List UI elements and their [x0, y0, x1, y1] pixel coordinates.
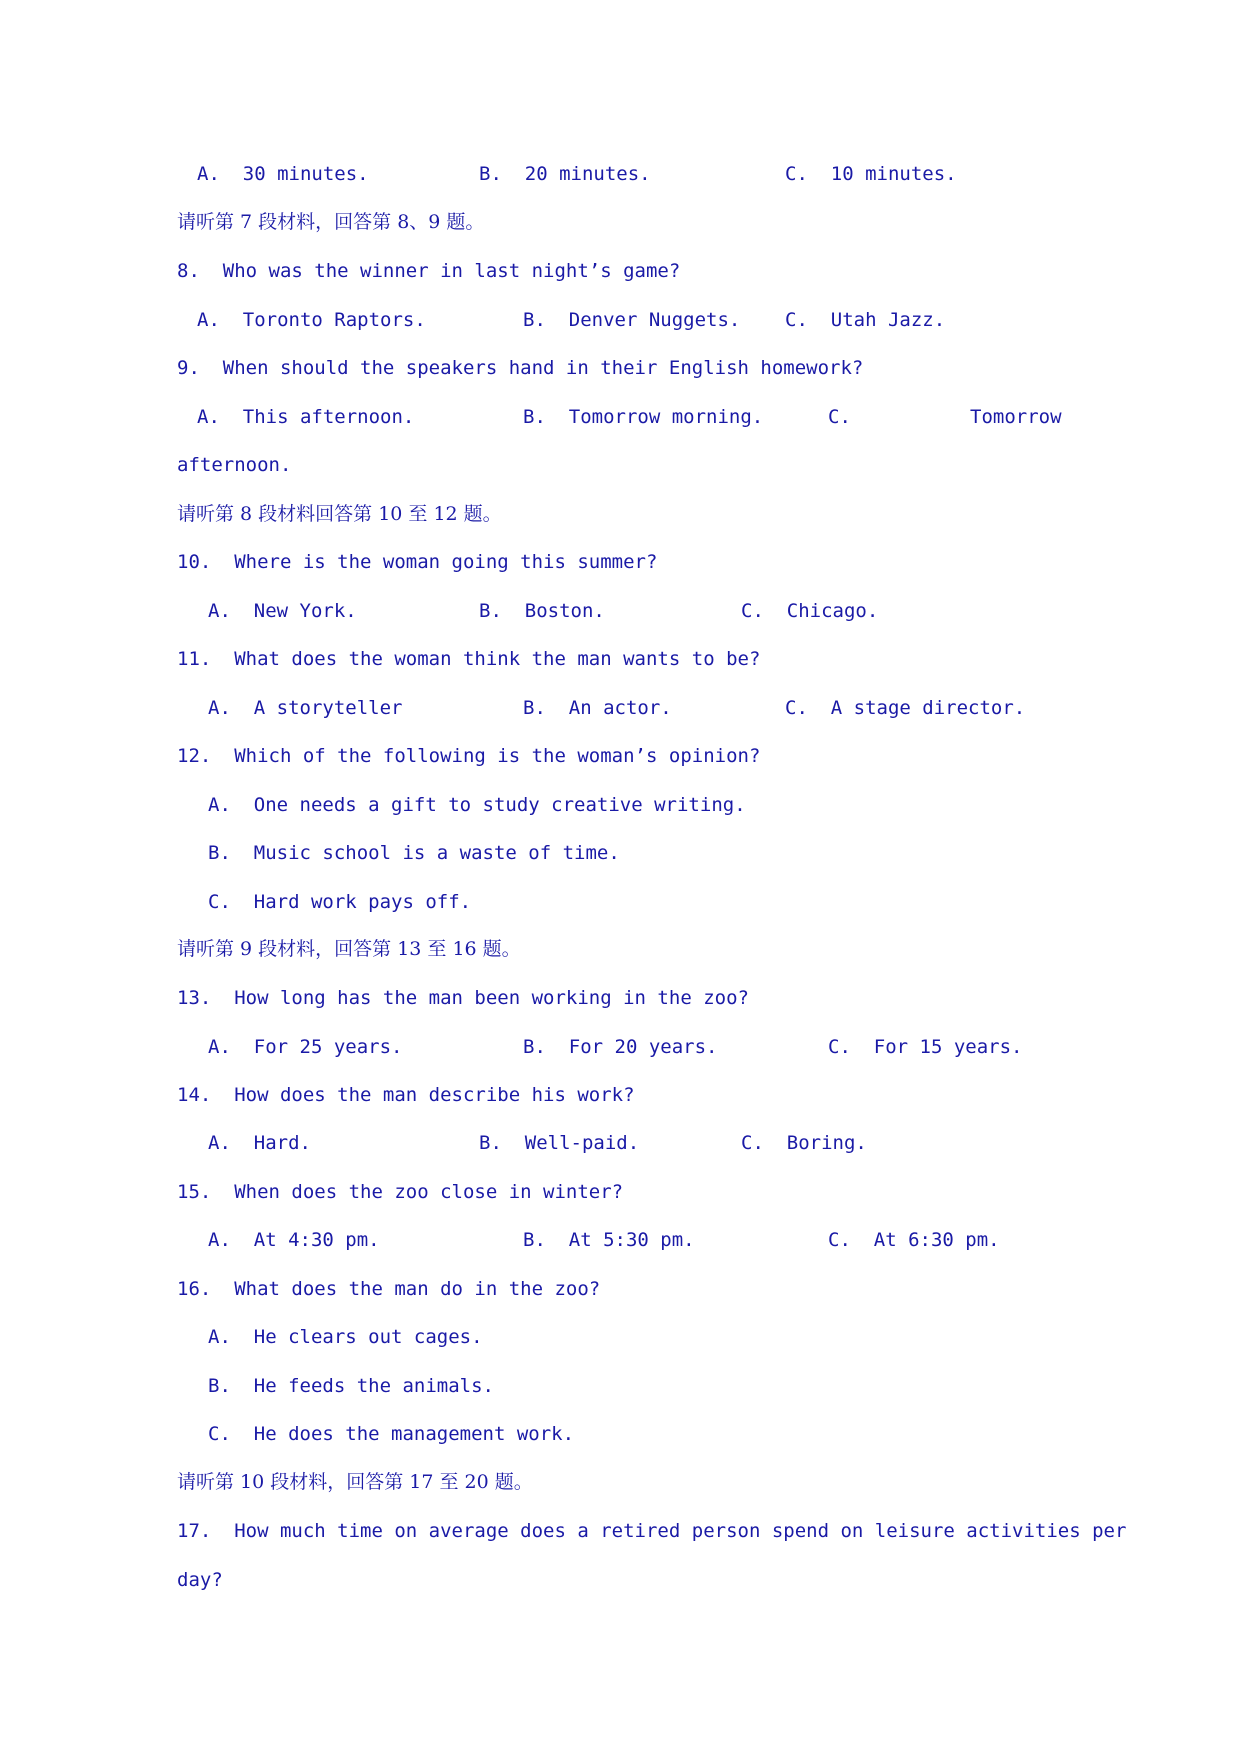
section-9-instruction: 请听第 9 段材料，回答第 13 至 16 题。: [177, 938, 521, 960]
q10-question: 10. Where is the woman going this summer?: [177, 551, 658, 573]
q12-option-a: A. One needs a gift to study creative writing.: [208, 794, 746, 816]
q15-question: 15. When does the zoo close in winter?: [177, 1181, 624, 1203]
q13-option-b: B. For 20 years.: [523, 1036, 718, 1058]
q8-question: 8. Who was the winner in last night’s game?: [177, 260, 681, 282]
q16-question: 16. What does the man do in the zoo?: [177, 1278, 601, 1300]
q7-option-b: B. 20 minutes.: [479, 163, 651, 185]
q9-option-c-text: Tomorrow: [970, 406, 1062, 428]
q8-option-a: A. Toronto Raptors.: [197, 309, 426, 331]
q14-option-a: A. Hard.: [208, 1132, 311, 1154]
section-10-instruction: 请听第 10 段材料，回答第 17 至 20 题。: [177, 1471, 533, 1493]
q14-question: 14. How does the man describe his work?: [177, 1084, 635, 1106]
q7-option-a: A. 30 minutes.: [197, 163, 369, 185]
q12-option-c: C. Hard work pays off.: [208, 891, 472, 913]
q16-option-a: A. He clears out cages.: [208, 1326, 483, 1348]
q11-option-b: B. An actor.: [523, 697, 672, 719]
q14-option-c: C. Boring.: [741, 1132, 867, 1154]
q9-option-c-label: C.: [828, 406, 851, 428]
q10-option-c: C. Chicago.: [741, 600, 879, 622]
q10-option-b: B. Boston.: [479, 600, 605, 622]
q9-option-c-text-continued: afternoon.: [177, 454, 292, 476]
q15-option-b: B. At 5:30 pm.: [523, 1229, 695, 1251]
q9-option-a: A. This afternoon.: [197, 406, 415, 428]
q8-option-b: B. Denver Nuggets.: [523, 309, 741, 331]
q15-option-a: A. At 4:30 pm.: [208, 1229, 380, 1251]
q17-question-line2: day?: [177, 1569, 223, 1591]
q9-question: 9. When should the speakers hand in their English homework?: [177, 357, 864, 379]
q9-option-b: B. Tomorrow morning.: [523, 406, 764, 428]
q11-question: 11. What does the woman think the man wants to be?: [177, 648, 761, 670]
q13-question: 13. How long has the man been working in the zoo?: [177, 987, 749, 1009]
section-8-instruction: 请听第 8 段材料回答第 10 至 12 题。: [177, 503, 502, 525]
q17-question-line1: 17. How much time on average does a retired person spend on leisure activities per: [177, 1520, 1127, 1542]
q11-option-c: C. A stage director.: [785, 697, 1026, 719]
q16-option-b: B. He feeds the animals.: [208, 1375, 494, 1397]
q12-question: 12. Which of the following is the woman’s opinion?: [177, 745, 761, 767]
section-7-instruction: 请听第 7 段材料，回答第 8、9 题。: [177, 211, 485, 233]
q10-option-a: A. New York.: [208, 600, 357, 622]
q12-option-b: B. Music school is a waste of time.: [208, 842, 620, 864]
q16-option-c: C. He does the management work.: [208, 1423, 575, 1445]
q8-option-c: C. Utah Jazz.: [785, 309, 946, 331]
q7-option-c: C. 10 minutes.: [785, 163, 957, 185]
q11-option-a: A. A storyteller: [208, 697, 403, 719]
q15-option-c: C. At 6:30 pm.: [828, 1229, 1000, 1251]
q14-option-b: B. Well-paid.: [479, 1132, 640, 1154]
q13-option-a: A. For 25 years.: [208, 1036, 403, 1058]
q13-option-c: C. For 15 years.: [828, 1036, 1023, 1058]
